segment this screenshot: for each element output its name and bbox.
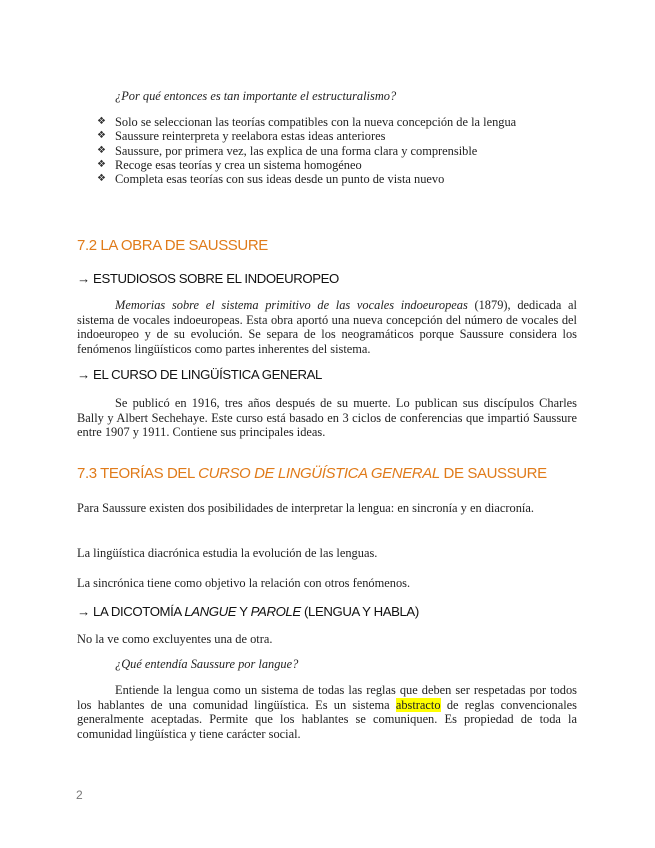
section-7-3-heading: 7.3 TEORÍAS DEL CURSO DE LINGÜÍSTICA GENERAL DE SAUSSURE <box>77 465 547 482</box>
paragraph-curso: Se publicó en 1916, tres años después de su muerte. Lo publican sus discípulos Charles Bally y Albert Sechehaye. Este curso está basado en 3 ciclos de conferencias que impartió Saussure entre 1907 y 1911. Contiene sus principales ideas. <box>77 396 577 440</box>
diamond-bullet-icon: ❖ <box>97 130 106 142</box>
intro-question: ¿Por qué entonces es tan importante el estructuralismo? <box>115 89 397 103</box>
list-item: ❖ Saussure, por primera vez, las explica de una forma clara y comprensible <box>97 143 478 158</box>
subheading-dicotomia: → LA DICOTOMÍA LANGUE Y PAROLE (LENGUA Y HABLA) <box>77 604 419 619</box>
page-number: 2 <box>76 788 83 802</box>
subheading-curso: → EL CURSO DE LINGÜÍSTICA GENERAL <box>77 367 322 382</box>
section-7-2-heading: 7.2 LA OBRA DE SAUSSURE <box>77 237 268 254</box>
question-langue: ¿Qué entendía Saussure por langue? <box>115 657 299 671</box>
paragraph-sincronia: Para Saussure existen dos posibilidades de interpretar la lengua: en sincronía y en diacronía. <box>77 501 534 515</box>
paragraph-sincronica: La sincrónica tiene como objetivo la relación con otros fenómenos. <box>77 576 411 590</box>
subheading-indoeuropeo: → ESTUDIOSOS SOBRE EL INDOEUROPEO <box>77 271 339 286</box>
paragraph-excluyentes: No la ve como excluyentes una de otra. <box>77 632 273 646</box>
list-item: ❖ Solo se seleccionan las teorías compatibles con la nueva concepción de la lengua <box>97 115 517 129</box>
book-title: Memorias sobre el sistema primitivo de las vocales indoeuropeas <box>115 298 468 312</box>
diamond-bullet-icon: ❖ <box>97 116 106 127</box>
bullet-list <box>97 115 577 186</box>
paragraph-memorias: Memorias sobre el sistema primitivo de las vocales indoeuropeas (1879), dedicada al sistema de vocales indoeuropeas. Esta obra aportó una nueva concepción del número de vocales del indoeuropeo y de su evolución. Se separa de los neogramáticos porque Saussure considera los fenómenos lingüísticos como partes inherentes del sistema. <box>77 298 577 356</box>
highlighted-word: abstracto <box>395 697 441 712</box>
paragraph-diacronica: La lingüística diacrónica estudia la evolución de las lenguas. <box>77 546 378 560</box>
list-item: ❖ Recoge esas teorías y crea un sistema homogéneo <box>97 157 362 172</box>
list-item: ❖ Saussure reinterpreta y reelabora estas ideas anteriores <box>97 129 386 144</box>
diamond-bullet-icon: ❖ <box>97 144 106 156</box>
paragraph-langue: Entiende la lengua como un sistema de todas las reglas que deben ser respetadas por todos los hablantes de una comunidad lingüística. Es un sistema abstracto de reglas convencionales generalmente aceptadas. Permite que los hablantes se comuniquen. Es propiedad de toda la comunidad lingüística y tiene carácter social. <box>77 683 577 741</box>
diamond-bullet-icon: ❖ <box>97 158 106 170</box>
list-item: ❖ Completa esas teorías con sus ideas desde un punto de vista nuevo <box>97 172 445 187</box>
diamond-bullet-icon: ❖ <box>97 173 106 185</box>
